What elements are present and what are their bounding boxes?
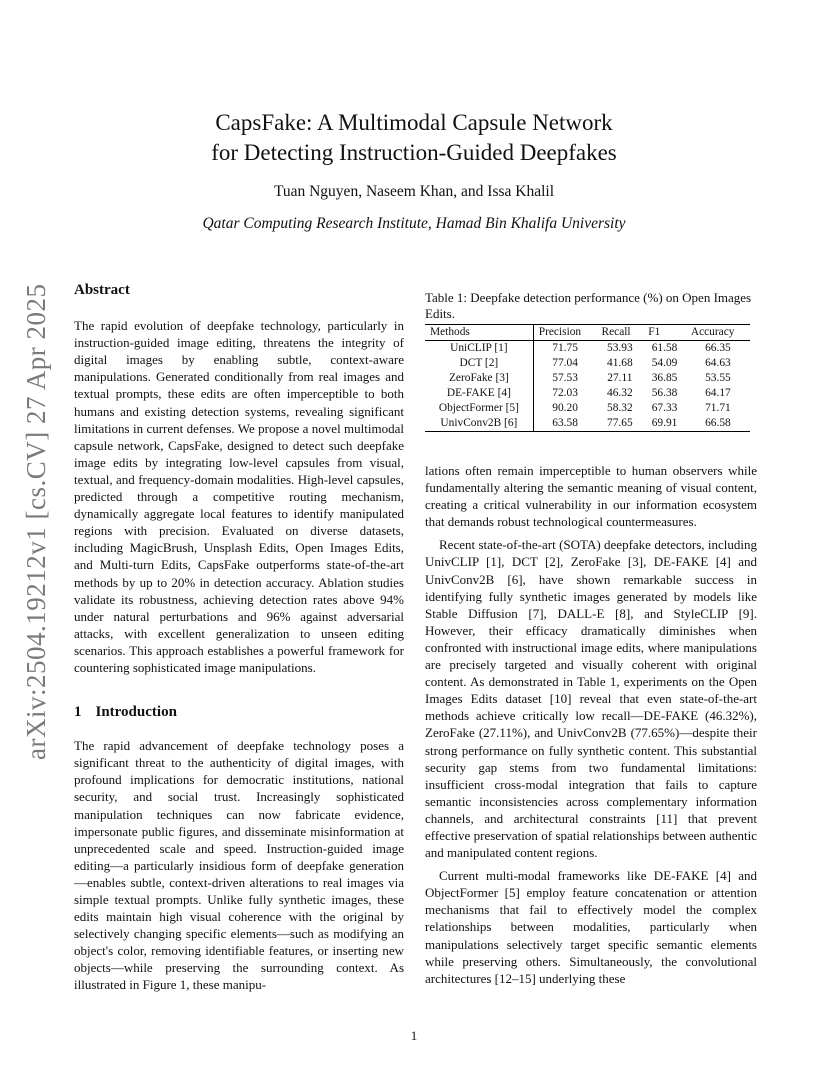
table-cell: 61.58 (651, 342, 678, 354)
table-cell: 53.55 (705, 372, 731, 384)
table-cell: 69.91 (643, 416, 686, 432)
right-column (425, 290, 757, 987)
table-row (425, 356, 750, 371)
table-cell: 71.75 (552, 342, 578, 354)
affiliation: Qatar Computing Research Institute, Hamad Bin Khalifa University (202, 215, 626, 232)
table-cell: UniCLIP [1] (425, 341, 533, 357)
author-list: Tuan Nguyen, Naseem Khan, and Issa Khalil (273, 183, 555, 200)
table-row (425, 401, 750, 416)
table-row (425, 386, 750, 401)
table-cell: 54.09 (651, 357, 678, 369)
table-cell: 46.32 (607, 387, 633, 399)
table-header-row (425, 325, 750, 341)
table-cell: ZeroFake [3] (425, 371, 533, 386)
section-title: Introduction (95, 704, 177, 721)
table-cell: DE-FAKE [4] (425, 386, 533, 401)
table-cell: 41.68 (607, 357, 633, 369)
table-cell: 66.35 (705, 342, 731, 354)
title-line-2: for Detecting Instruction-Guided Deepfakes (211, 140, 617, 165)
table-cell: 66.58 (686, 416, 750, 432)
table-cell: 77.65 (596, 416, 643, 432)
paper-title (0, 108, 828, 168)
table-cell: 53.93 (607, 342, 633, 354)
results-table (425, 324, 750, 432)
table-header-cell: Accuracy (686, 325, 750, 341)
table-header-cell: Precision (533, 325, 596, 341)
table-cell: UnivConv2B [6] (425, 416, 533, 432)
title-line-1: CapsFake: A Multimodal Capsule Network (215, 110, 613, 135)
table-cell: 71.71 (705, 402, 731, 414)
page-number: 1 (410, 1028, 418, 1043)
table-row (425, 371, 750, 386)
table-cell: 27.11 (607, 372, 633, 384)
table-caption: Table 1: Deepfake detection performance (%) on Open Images Edits. (425, 290, 752, 321)
body-paragraph: lations often remain imperceptible to human observers while fundamentally altering the semantic meaning of visual content, creating a critical vulnerability in our information ecosystem that demands robust technological countermeasures. (425, 463, 757, 530)
table-cell: 67.33 (651, 402, 678, 414)
table-header-cell: Methods (425, 325, 533, 341)
body-paragraph: Current multi-modal frameworks like DE-FAKE [4] and ObjectFormer [5] employ feature concatenation or attention mechanisms that fail to effectively model the complex relationships between modalities, particularly when manipulations selectively target specific semantic elements while preserving others. Simultaneously, the convolutional architectures [12–15] underlying these (425, 868, 757, 986)
table-row (425, 416, 750, 432)
table-cell: 64.63 (705, 357, 731, 369)
table-cell: 36.85 (651, 372, 678, 384)
table-cell: 56.38 (651, 387, 678, 399)
table-cell: DCT [2] (425, 356, 533, 371)
table-cell: 64.17 (705, 387, 731, 399)
body-paragraph: Recent state-of-the-art (SOTA) deepfake detectors, including UnivCLIP [1], DCT [2], ZeroFake [3], DE-FAKE [4] and UnivConv2B [6], have shown remarkable success in identifying fully synthetic images generated by models like Stable Diffusion [7], DALL-E [8], and StyleCLIP [9]. However, their efficacy dramatically diminishes when confronted with instructional image edits, where manipulations are precisely targeted and visually coherent with original content. As demonstrated in Table 1, experiments on the Open Images Edits dataset [10] reveal that even state-of-the-art methods achieve critically low recall—DE-FAKE (46.32%), ZeroFake (27.11%), and UnivConv2B (77.65%)—despite their strong performance on fully synthetic content. This substantial security gap stems from two fundamental limitations: insufficient cross-modal integration that fails to capture semantic inconsistencies across complementary information channels, and architectural constraints [11] that prevent effective preservation of spatial relationships between authentic and manipulated content regions. (425, 537, 757, 861)
table-cell: 63.58 (533, 416, 596, 432)
left-column (74, 282, 404, 994)
table-header-cell: F1 (643, 325, 686, 341)
table-cell: 72.03 (552, 387, 578, 399)
table-cell: ObjectFormer [5] (425, 401, 533, 416)
table-cell: 58.32 (607, 402, 633, 414)
table-header-cell: Recall (596, 325, 643, 341)
section-heading-introduction (74, 704, 404, 721)
table-cell: 90.20 (552, 402, 578, 414)
section-number: 1 (74, 704, 82, 721)
arxiv-identifier-stamp: arXiv:2504.19212v1 [cs.CV] 27 Apr 2025 (21, 283, 51, 760)
introduction-text: The rapid advancement of deepfake technology poses a significant threat to the authenticity of digital images, with profound implications for democratic institutions, national security, and social trust. Increasingly sophisticated manipulation techniques can now fabricate evidence, impersonate public figures, and disseminate misinformation at unprecedented scale and speed. Instruction-guided image editing—a particularly insidious form of deepfake generation—enables subtle, context-driven alterations to real images via simple textual prompts. Unlike fully synthetic images, these edits maintain high visual coherence with the original by selectively changing specific elements—such as modifying an object's color, removing identifiable features, or inserting new objects—while preserving the surrounding context. As illustrated in Figure 1, these manipu- (74, 738, 404, 993)
abstract-text: The rapid evolution of deepfake technology, particularly in instruction-guided image editing, threatens the integrity of digital images by enabling subtle, context-aware manipulations. Generated conditionally from real images and textual prompts, these edits are often imperceptible to both humans and existing detection systems, revealing significant limitations in current defenses. We propose a novel multimodal capsule network, CapsFake, designed to detect such deepfake image edits by integrating low-level capsules from visual, textual, and frequency-domain modalities. High-level capsules, predicted through a competitive routing mechanism, dynamically aggregate local features to identify manipulated regions with precision. Evaluated on diverse datasets, including MagicBrush, Unsplash Edits, Open Images Edits, and Multi-turn Edits, CapsFake outperforms state-of-the-art methods by up to 20% in detection accuracy. Ablation studies validate its robustness, achieving detection rates above 94% under natural perturbations and 96% against adversarial attacks, with excellent generalization to unseen editing scenarios. This approach establishes a powerful framework for countering sophisticated image manipulations. (74, 318, 404, 675)
table-cell: 57.53 (552, 372, 578, 384)
table-row (425, 341, 750, 357)
abstract-heading: Abstract (74, 282, 130, 298)
table-cell: 77.04 (552, 357, 578, 369)
